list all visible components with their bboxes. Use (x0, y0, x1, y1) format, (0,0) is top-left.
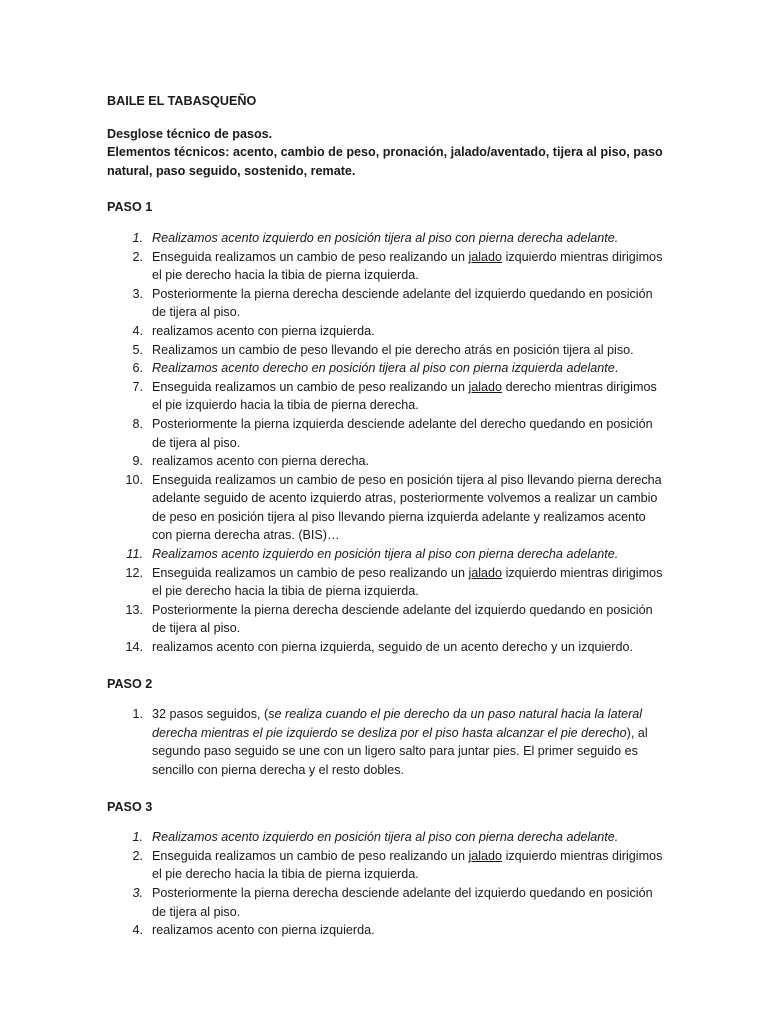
step-number: 3. (132, 885, 143, 900)
section-heading: PASO 3 (107, 799, 153, 814)
step-item (107, 847, 667, 884)
step-number: 7. (132, 379, 143, 394)
step-item (107, 545, 667, 564)
step-text: . (614, 361, 619, 376)
step-item (107, 341, 667, 360)
step-item (107, 415, 667, 452)
step-number: 2. (132, 848, 143, 863)
step-number: 2. (132, 249, 143, 264)
step-list (107, 828, 667, 940)
step-text: Enseguida realizamos un cambio de peso realizando un (152, 565, 469, 580)
underlined-term: jalado (468, 565, 503, 580)
step-list (107, 705, 667, 779)
steps-container (107, 198, 667, 939)
step-text: izquierdo mientras dirigimos el pie derecho hacia la tibia de pierna izquierda. (152, 565, 663, 599)
step-text: Realizamos acento izquierdo en posición tijera al piso con pierna derecha adelante. (152, 230, 619, 245)
step-text: izquierdo mientras dirigimos el pie derecho hacia la tibia de pierna izquierda. (152, 848, 663, 882)
step-list (107, 229, 667, 657)
step-text: Enseguida realizamos un cambio de peso en posición tijera al piso llevando pierna derecha adelante seguido de acento izquierdo atras, posteriormente volvemos a realizar un cambio de peso en posición tijera al piso llevando pierna izquierda adelante y realizamos acento con pierna derecha atras. (BIS)… (152, 472, 662, 543)
step-item (107, 359, 667, 378)
step-text: Posteriormente la pierna derecha desciende adelante del izquierdo quedando en posición de tijera al piso. (152, 885, 653, 919)
step-text: Enseguida realizamos un cambio de peso realizando un (152, 249, 469, 264)
step-number: 4. (132, 323, 143, 338)
document-intro (107, 125, 667, 181)
section-heading: PASO 1 (107, 200, 153, 215)
step-number: 6. (132, 361, 143, 376)
underlined-term: jalado (468, 249, 503, 264)
step-text: derecho mientras dirigimos el pie izquierdo hacia la tibia de pierna derecha. (152, 379, 657, 413)
step-number: 3. (132, 286, 143, 301)
step-number: 1. (132, 707, 143, 722)
step-text: Realizamos acento derecho en posición tijera al piso con pierna izquierda adelante (152, 361, 615, 376)
step-text: realizamos acento con pierna izquierda, seguido de un acento derecho y un izquierdo. (152, 640, 633, 655)
step-number: 11. (126, 547, 143, 562)
step-text: Posteriormente la pierna derecha desciende adelante del izquierdo quedando en posición de tijera al piso. (152, 602, 653, 636)
step-item (107, 638, 667, 657)
step-text: Enseguida realizamos un cambio de peso realizando un (152, 848, 469, 863)
step-text: se realiza cuando el pie derecho da un paso natural hacia la lateral derecha mientras el pie izquierdo se desliza por el piso hasta alcanzar el pie derecho (152, 707, 643, 740)
step-number: 8. (132, 416, 143, 431)
step-text: 32 pasos seguidos, ( (152, 707, 269, 722)
step-number: 13. (125, 602, 143, 617)
technical-elements: Elementos técnicos: acento, cambio de peso, pronación, jalado/aventado, tijera al piso, paso natural, paso seguido, sostenido, remate. (107, 145, 663, 178)
step-text: Realizamos acento izquierdo en posición tijera al piso con pierna derecha adelante. (152, 547, 619, 562)
step-item (107, 378, 667, 415)
step-number: 9. (132, 454, 143, 469)
step-text: realizamos acento con pierna izquierda. (152, 323, 375, 338)
section-heading: PASO 2 (107, 676, 153, 691)
step-text: Posteriormente la pierna derecha desciende adelante del izquierdo quedando en posición de tijera al piso. (152, 286, 653, 320)
step-item (107, 285, 667, 322)
step-number: 5. (132, 342, 143, 357)
step-number: 14. (125, 640, 143, 655)
step-item (107, 601, 667, 638)
step-number: 1. (132, 830, 143, 845)
document-body (107, 92, 667, 940)
step-number: 4. (132, 923, 143, 938)
step-item (107, 248, 667, 285)
step-number: 1. (132, 230, 143, 245)
step-item (107, 564, 667, 601)
step-item (107, 705, 667, 779)
step-text: Enseguida realizamos un cambio de peso realizando un (152, 379, 469, 394)
step-number: 10. (125, 472, 143, 487)
step-item (107, 828, 667, 847)
underlined-term: jalado (468, 848, 503, 863)
document-title: BAILE EL TABASQUEÑO (107, 94, 257, 108)
step-item (107, 471, 667, 545)
step-item (107, 921, 667, 940)
document-subtitle: Desglose técnico de pasos. (107, 126, 273, 141)
step-item (107, 452, 667, 471)
step-text: Posteriormente la pierna izquierda desciende adelante del derecho quedando en posición de tijera al piso. (152, 416, 653, 450)
step-text: realizamos acento con pierna derecha. (152, 454, 370, 469)
step-item (107, 229, 667, 248)
step-text: Realizamos un cambio de peso llevando el pie derecho atrás en posición tijera al piso. (152, 342, 634, 357)
step-item (107, 322, 667, 341)
step-text: ), al segundo paso seguido se une con un ligero salto para juntar pies. El primer seguido es sencillo con pierna derecha y el resto dobles. (152, 725, 648, 777)
step-text: izquierdo mientras dirigimos el pie derecho hacia la tibia de pierna izquierda. (152, 249, 663, 283)
step-text: Realizamos acento izquierdo en posición tijera al piso con pierna derecha adelante. (152, 830, 619, 845)
underlined-term: jalado (468, 379, 503, 394)
step-item (107, 884, 667, 921)
step-text: realizamos acento con pierna izquierda. (152, 923, 375, 938)
step-number: 12. (125, 565, 143, 580)
